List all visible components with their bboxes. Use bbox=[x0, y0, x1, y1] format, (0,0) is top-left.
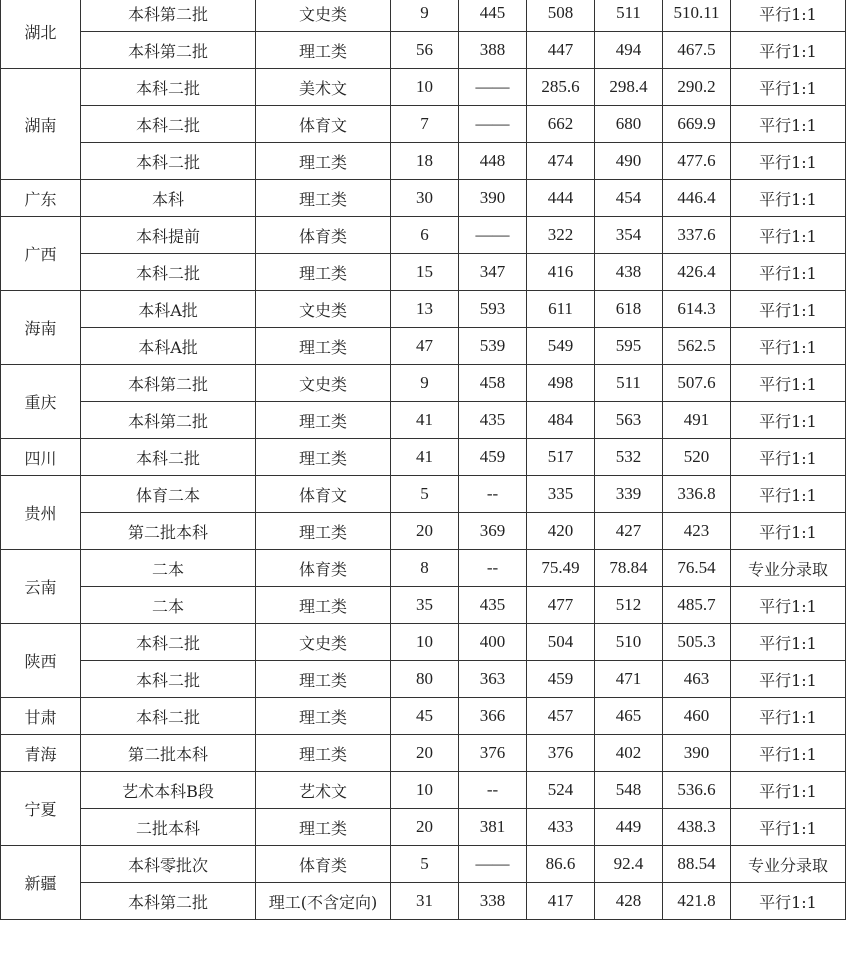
province-cell: 陕西 bbox=[1, 624, 81, 698]
table-row bbox=[1, 624, 846, 661]
admission-mode-cell: 专业分录取 bbox=[731, 550, 846, 587]
min-score-cell: 376 bbox=[527, 735, 595, 772]
admission-mode-cell: 平行1:1 bbox=[731, 513, 846, 550]
province-cell: 广东 bbox=[1, 180, 81, 217]
admission-mode-cell: 平行1:1 bbox=[731, 883, 846, 920]
batch-cell: 本科零批次 bbox=[81, 846, 256, 883]
control-line-cell: 448 bbox=[459, 143, 527, 180]
avg-score-cell: 390 bbox=[663, 735, 731, 772]
subject-cell: 艺术文 bbox=[256, 772, 391, 809]
batch-cell: 本科第二批 bbox=[81, 0, 256, 32]
province-cell: 新疆 bbox=[1, 846, 81, 920]
avg-score-cell: 510.11 bbox=[663, 0, 731, 32]
table-row bbox=[1, 217, 846, 254]
admission-mode-cell: 平行1:1 bbox=[731, 180, 846, 217]
control-line-cell: 363 bbox=[459, 661, 527, 698]
batch-cell: 本科二批 bbox=[81, 698, 256, 735]
control-line-cell: 366 bbox=[459, 698, 527, 735]
province-cell: 贵州 bbox=[1, 476, 81, 550]
plan-count-cell: 41 bbox=[391, 402, 459, 439]
batch-cell: 本科第二批 bbox=[81, 402, 256, 439]
batch-cell: 二批本科 bbox=[81, 809, 256, 846]
admission-mode-cell: 平行1:1 bbox=[731, 698, 846, 735]
max-score-cell: 471 bbox=[595, 661, 663, 698]
province-cell: 湖南 bbox=[1, 69, 81, 180]
plan-count-cell: 20 bbox=[391, 513, 459, 550]
batch-cell: 本科 bbox=[81, 180, 256, 217]
plan-count-cell: 10 bbox=[391, 772, 459, 809]
subject-cell: 理工类 bbox=[256, 254, 391, 291]
admission-mode-cell: 平行1:1 bbox=[731, 809, 846, 846]
admission-mode-cell: 平行1:1 bbox=[731, 402, 846, 439]
min-score-cell: 459 bbox=[527, 661, 595, 698]
province-cell: 云南 bbox=[1, 550, 81, 624]
table-row bbox=[1, 439, 846, 476]
table-row bbox=[1, 328, 846, 365]
control-line-cell: 376 bbox=[459, 735, 527, 772]
avg-score-cell: 337.6 bbox=[663, 217, 731, 254]
plan-count-cell: 8 bbox=[391, 550, 459, 587]
control-line-cell: 539 bbox=[459, 328, 527, 365]
admission-mode-cell: 平行1:1 bbox=[731, 365, 846, 402]
min-score-cell: 335 bbox=[527, 476, 595, 513]
batch-cell: 本科二批 bbox=[81, 69, 256, 106]
max-score-cell: 354 bbox=[595, 217, 663, 254]
admission-mode-cell: 专业分录取 bbox=[731, 846, 846, 883]
province-cell: 宁夏 bbox=[1, 772, 81, 846]
plan-count-cell: 10 bbox=[391, 69, 459, 106]
max-score-cell: 618 bbox=[595, 291, 663, 328]
max-score-cell: 78.84 bbox=[595, 550, 663, 587]
table-row bbox=[1, 106, 846, 143]
max-score-cell: 548 bbox=[595, 772, 663, 809]
min-score-cell: 508 bbox=[527, 0, 595, 32]
control-line-cell: -- bbox=[459, 550, 527, 587]
min-score-cell: 477 bbox=[527, 587, 595, 624]
table-row bbox=[1, 254, 846, 291]
max-score-cell: 532 bbox=[595, 439, 663, 476]
plan-count-cell: 7 bbox=[391, 106, 459, 143]
min-score-cell: 517 bbox=[527, 439, 595, 476]
max-score-cell: 510 bbox=[595, 624, 663, 661]
max-score-cell: 465 bbox=[595, 698, 663, 735]
batch-cell: 第二批本科 bbox=[81, 513, 256, 550]
table-row bbox=[1, 550, 846, 587]
control-line-cell: —— bbox=[459, 846, 527, 883]
admission-mode-cell: 平行1:1 bbox=[731, 624, 846, 661]
admission-mode-cell: 平行1:1 bbox=[731, 0, 846, 32]
subject-cell: 美术文 bbox=[256, 69, 391, 106]
admission-mode-cell: 平行1:1 bbox=[731, 291, 846, 328]
table-row bbox=[1, 772, 846, 809]
admission-mode-cell: 平行1:1 bbox=[731, 217, 846, 254]
subject-cell: 理工类 bbox=[256, 587, 391, 624]
batch-cell: 体育二本 bbox=[81, 476, 256, 513]
max-score-cell: 428 bbox=[595, 883, 663, 920]
max-score-cell: 454 bbox=[595, 180, 663, 217]
batch-cell: 本科二批 bbox=[81, 661, 256, 698]
control-line-cell: -- bbox=[459, 476, 527, 513]
batch-cell: 本科二批 bbox=[81, 143, 256, 180]
province-cell: 海南 bbox=[1, 291, 81, 365]
avg-score-cell: 669.9 bbox=[663, 106, 731, 143]
avg-score-cell: 76.54 bbox=[663, 550, 731, 587]
table-row bbox=[1, 143, 846, 180]
control-line-cell: —— bbox=[459, 106, 527, 143]
admission-mode-cell: 平行1:1 bbox=[731, 772, 846, 809]
avg-score-cell: 477.6 bbox=[663, 143, 731, 180]
batch-cell: 本科第二批 bbox=[81, 32, 256, 69]
plan-count-cell: 45 bbox=[391, 698, 459, 735]
plan-count-cell: 41 bbox=[391, 439, 459, 476]
control-line-cell: —— bbox=[459, 217, 527, 254]
subject-cell: 理工类 bbox=[256, 439, 391, 476]
avg-score-cell: 614.3 bbox=[663, 291, 731, 328]
avg-score-cell: 562.5 bbox=[663, 328, 731, 365]
avg-score-cell: 536.6 bbox=[663, 772, 731, 809]
plan-count-cell: 80 bbox=[391, 661, 459, 698]
control-line-cell: 347 bbox=[459, 254, 527, 291]
avg-score-cell: 520 bbox=[663, 439, 731, 476]
table-row bbox=[1, 0, 846, 32]
avg-score-cell: 423 bbox=[663, 513, 731, 550]
min-score-cell: 484 bbox=[527, 402, 595, 439]
max-score-cell: 680 bbox=[595, 106, 663, 143]
max-score-cell: 563 bbox=[595, 402, 663, 439]
avg-score-cell: 336.8 bbox=[663, 476, 731, 513]
subject-cell: 理工类 bbox=[256, 402, 391, 439]
province-cell: 湖北 bbox=[1, 0, 81, 69]
subject-cell: 体育类 bbox=[256, 550, 391, 587]
batch-cell: 本科A批 bbox=[81, 328, 256, 365]
control-line-cell: 338 bbox=[459, 883, 527, 920]
table-row bbox=[1, 365, 846, 402]
avg-score-cell: 426.4 bbox=[663, 254, 731, 291]
subject-cell: 理工类 bbox=[256, 735, 391, 772]
subject-cell: 理工类 bbox=[256, 698, 391, 735]
table-body bbox=[1, 0, 846, 920]
batch-cell: 艺术本科B段 bbox=[81, 772, 256, 809]
admission-mode-cell: 平行1:1 bbox=[731, 476, 846, 513]
province-cell: 广西 bbox=[1, 217, 81, 291]
plan-count-cell: 5 bbox=[391, 846, 459, 883]
min-score-cell: 416 bbox=[527, 254, 595, 291]
min-score-cell: 498 bbox=[527, 365, 595, 402]
min-score-cell: 433 bbox=[527, 809, 595, 846]
avg-score-cell: 88.54 bbox=[663, 846, 731, 883]
subject-cell: 体育类 bbox=[256, 846, 391, 883]
control-line-cell: 400 bbox=[459, 624, 527, 661]
max-score-cell: 402 bbox=[595, 735, 663, 772]
subject-cell: 文史类 bbox=[256, 365, 391, 402]
max-score-cell: 490 bbox=[595, 143, 663, 180]
table-row bbox=[1, 883, 846, 920]
avg-score-cell: 507.6 bbox=[663, 365, 731, 402]
min-score-cell: 417 bbox=[527, 883, 595, 920]
subject-cell: 理工类 bbox=[256, 809, 391, 846]
avg-score-cell: 491 bbox=[663, 402, 731, 439]
table-row bbox=[1, 809, 846, 846]
min-score-cell: 611 bbox=[527, 291, 595, 328]
subject-cell: 体育类 bbox=[256, 217, 391, 254]
control-line-cell: 388 bbox=[459, 32, 527, 69]
subject-cell: 体育文 bbox=[256, 106, 391, 143]
subject-cell: 体育文 bbox=[256, 476, 391, 513]
max-score-cell: 449 bbox=[595, 809, 663, 846]
min-score-cell: 322 bbox=[527, 217, 595, 254]
admission-mode-cell: 平行1:1 bbox=[731, 587, 846, 624]
max-score-cell: 298.4 bbox=[595, 69, 663, 106]
batch-cell: 本科提前 bbox=[81, 217, 256, 254]
min-score-cell: 549 bbox=[527, 328, 595, 365]
table-row bbox=[1, 846, 846, 883]
plan-count-cell: 18 bbox=[391, 143, 459, 180]
max-score-cell: 339 bbox=[595, 476, 663, 513]
subject-cell: 文史类 bbox=[256, 0, 391, 32]
table-row bbox=[1, 735, 846, 772]
plan-count-cell: 31 bbox=[391, 883, 459, 920]
max-score-cell: 511 bbox=[595, 365, 663, 402]
table-row bbox=[1, 513, 846, 550]
control-line-cell: 593 bbox=[459, 291, 527, 328]
batch-cell: 二本 bbox=[81, 550, 256, 587]
plan-count-cell: 13 bbox=[391, 291, 459, 328]
subject-cell: 理工(不含定向) bbox=[256, 883, 391, 920]
table-row bbox=[1, 32, 846, 69]
admission-mode-cell: 平行1:1 bbox=[731, 254, 846, 291]
control-line-cell: 390 bbox=[459, 180, 527, 217]
batch-cell: 本科第二批 bbox=[81, 365, 256, 402]
admission-mode-cell: 平行1:1 bbox=[731, 661, 846, 698]
control-line-cell: 445 bbox=[459, 0, 527, 32]
province-cell: 重庆 bbox=[1, 365, 81, 439]
min-score-cell: 420 bbox=[527, 513, 595, 550]
min-score-cell: 444 bbox=[527, 180, 595, 217]
avg-score-cell: 485.7 bbox=[663, 587, 731, 624]
table-row bbox=[1, 291, 846, 328]
min-score-cell: 457 bbox=[527, 698, 595, 735]
subject-cell: 理工类 bbox=[256, 328, 391, 365]
table-row bbox=[1, 476, 846, 513]
table-row bbox=[1, 698, 846, 735]
plan-count-cell: 10 bbox=[391, 624, 459, 661]
min-score-cell: 75.49 bbox=[527, 550, 595, 587]
plan-count-cell: 15 bbox=[391, 254, 459, 291]
subject-cell: 理工类 bbox=[256, 180, 391, 217]
admission-mode-cell: 平行1:1 bbox=[731, 328, 846, 365]
admission-mode-cell: 平行1:1 bbox=[731, 69, 846, 106]
admission-mode-cell: 平行1:1 bbox=[731, 735, 846, 772]
avg-score-cell: 463 bbox=[663, 661, 731, 698]
avg-score-cell: 438.3 bbox=[663, 809, 731, 846]
max-score-cell: 92.4 bbox=[595, 846, 663, 883]
max-score-cell: 512 bbox=[595, 587, 663, 624]
avg-score-cell: 421.8 bbox=[663, 883, 731, 920]
min-score-cell: 447 bbox=[527, 32, 595, 69]
admission-mode-cell: 平行1:1 bbox=[731, 143, 846, 180]
plan-count-cell: 35 bbox=[391, 587, 459, 624]
max-score-cell: 494 bbox=[595, 32, 663, 69]
max-score-cell: 427 bbox=[595, 513, 663, 550]
max-score-cell: 595 bbox=[595, 328, 663, 365]
subject-cell: 理工类 bbox=[256, 661, 391, 698]
avg-score-cell: 505.3 bbox=[663, 624, 731, 661]
plan-count-cell: 30 bbox=[391, 180, 459, 217]
control-line-cell: -- bbox=[459, 772, 527, 809]
province-cell: 甘肃 bbox=[1, 698, 81, 735]
control-line-cell: 458 bbox=[459, 365, 527, 402]
plan-count-cell: 20 bbox=[391, 735, 459, 772]
control-line-cell: 435 bbox=[459, 587, 527, 624]
plan-count-cell: 20 bbox=[391, 809, 459, 846]
batch-cell: 本科二批 bbox=[81, 624, 256, 661]
plan-count-cell: 6 bbox=[391, 217, 459, 254]
table-row bbox=[1, 180, 846, 217]
min-score-cell: 285.6 bbox=[527, 69, 595, 106]
avg-score-cell: 460 bbox=[663, 698, 731, 735]
province-cell: 四川 bbox=[1, 439, 81, 476]
subject-cell: 文史类 bbox=[256, 291, 391, 328]
province-cell: 青海 bbox=[1, 735, 81, 772]
control-line-cell: 459 bbox=[459, 439, 527, 476]
min-score-cell: 86.6 bbox=[527, 846, 595, 883]
subject-cell: 理工类 bbox=[256, 143, 391, 180]
batch-cell: 本科A批 bbox=[81, 291, 256, 328]
min-score-cell: 474 bbox=[527, 143, 595, 180]
avg-score-cell: 467.5 bbox=[663, 32, 731, 69]
subject-cell: 文史类 bbox=[256, 624, 391, 661]
admission-mode-cell: 平行1:1 bbox=[731, 439, 846, 476]
admission-mode-cell: 平行1:1 bbox=[731, 106, 846, 143]
batch-cell: 本科第二批 bbox=[81, 883, 256, 920]
plan-count-cell: 9 bbox=[391, 365, 459, 402]
table-row bbox=[1, 402, 846, 439]
subject-cell: 理工类 bbox=[256, 513, 391, 550]
control-line-cell: 435 bbox=[459, 402, 527, 439]
max-score-cell: 438 bbox=[595, 254, 663, 291]
batch-cell: 本科二批 bbox=[81, 439, 256, 476]
min-score-cell: 504 bbox=[527, 624, 595, 661]
batch-cell: 二本 bbox=[81, 587, 256, 624]
batch-cell: 第二批本科 bbox=[81, 735, 256, 772]
table-row bbox=[1, 587, 846, 624]
control-line-cell: —— bbox=[459, 69, 527, 106]
plan-count-cell: 5 bbox=[391, 476, 459, 513]
batch-cell: 本科二批 bbox=[81, 106, 256, 143]
plan-count-cell: 47 bbox=[391, 328, 459, 365]
control-line-cell: 381 bbox=[459, 809, 527, 846]
avg-score-cell: 290.2 bbox=[663, 69, 731, 106]
admission-mode-cell: 平行1:1 bbox=[731, 32, 846, 69]
table-row bbox=[1, 661, 846, 698]
plan-count-cell: 56 bbox=[391, 32, 459, 69]
avg-score-cell: 446.4 bbox=[663, 180, 731, 217]
plan-count-cell: 9 bbox=[391, 0, 459, 32]
table-row bbox=[1, 69, 846, 106]
min-score-cell: 524 bbox=[527, 772, 595, 809]
max-score-cell: 511 bbox=[595, 0, 663, 32]
control-line-cell: 369 bbox=[459, 513, 527, 550]
subject-cell: 理工类 bbox=[256, 32, 391, 69]
min-score-cell: 662 bbox=[527, 106, 595, 143]
batch-cell: 本科二批 bbox=[81, 254, 256, 291]
